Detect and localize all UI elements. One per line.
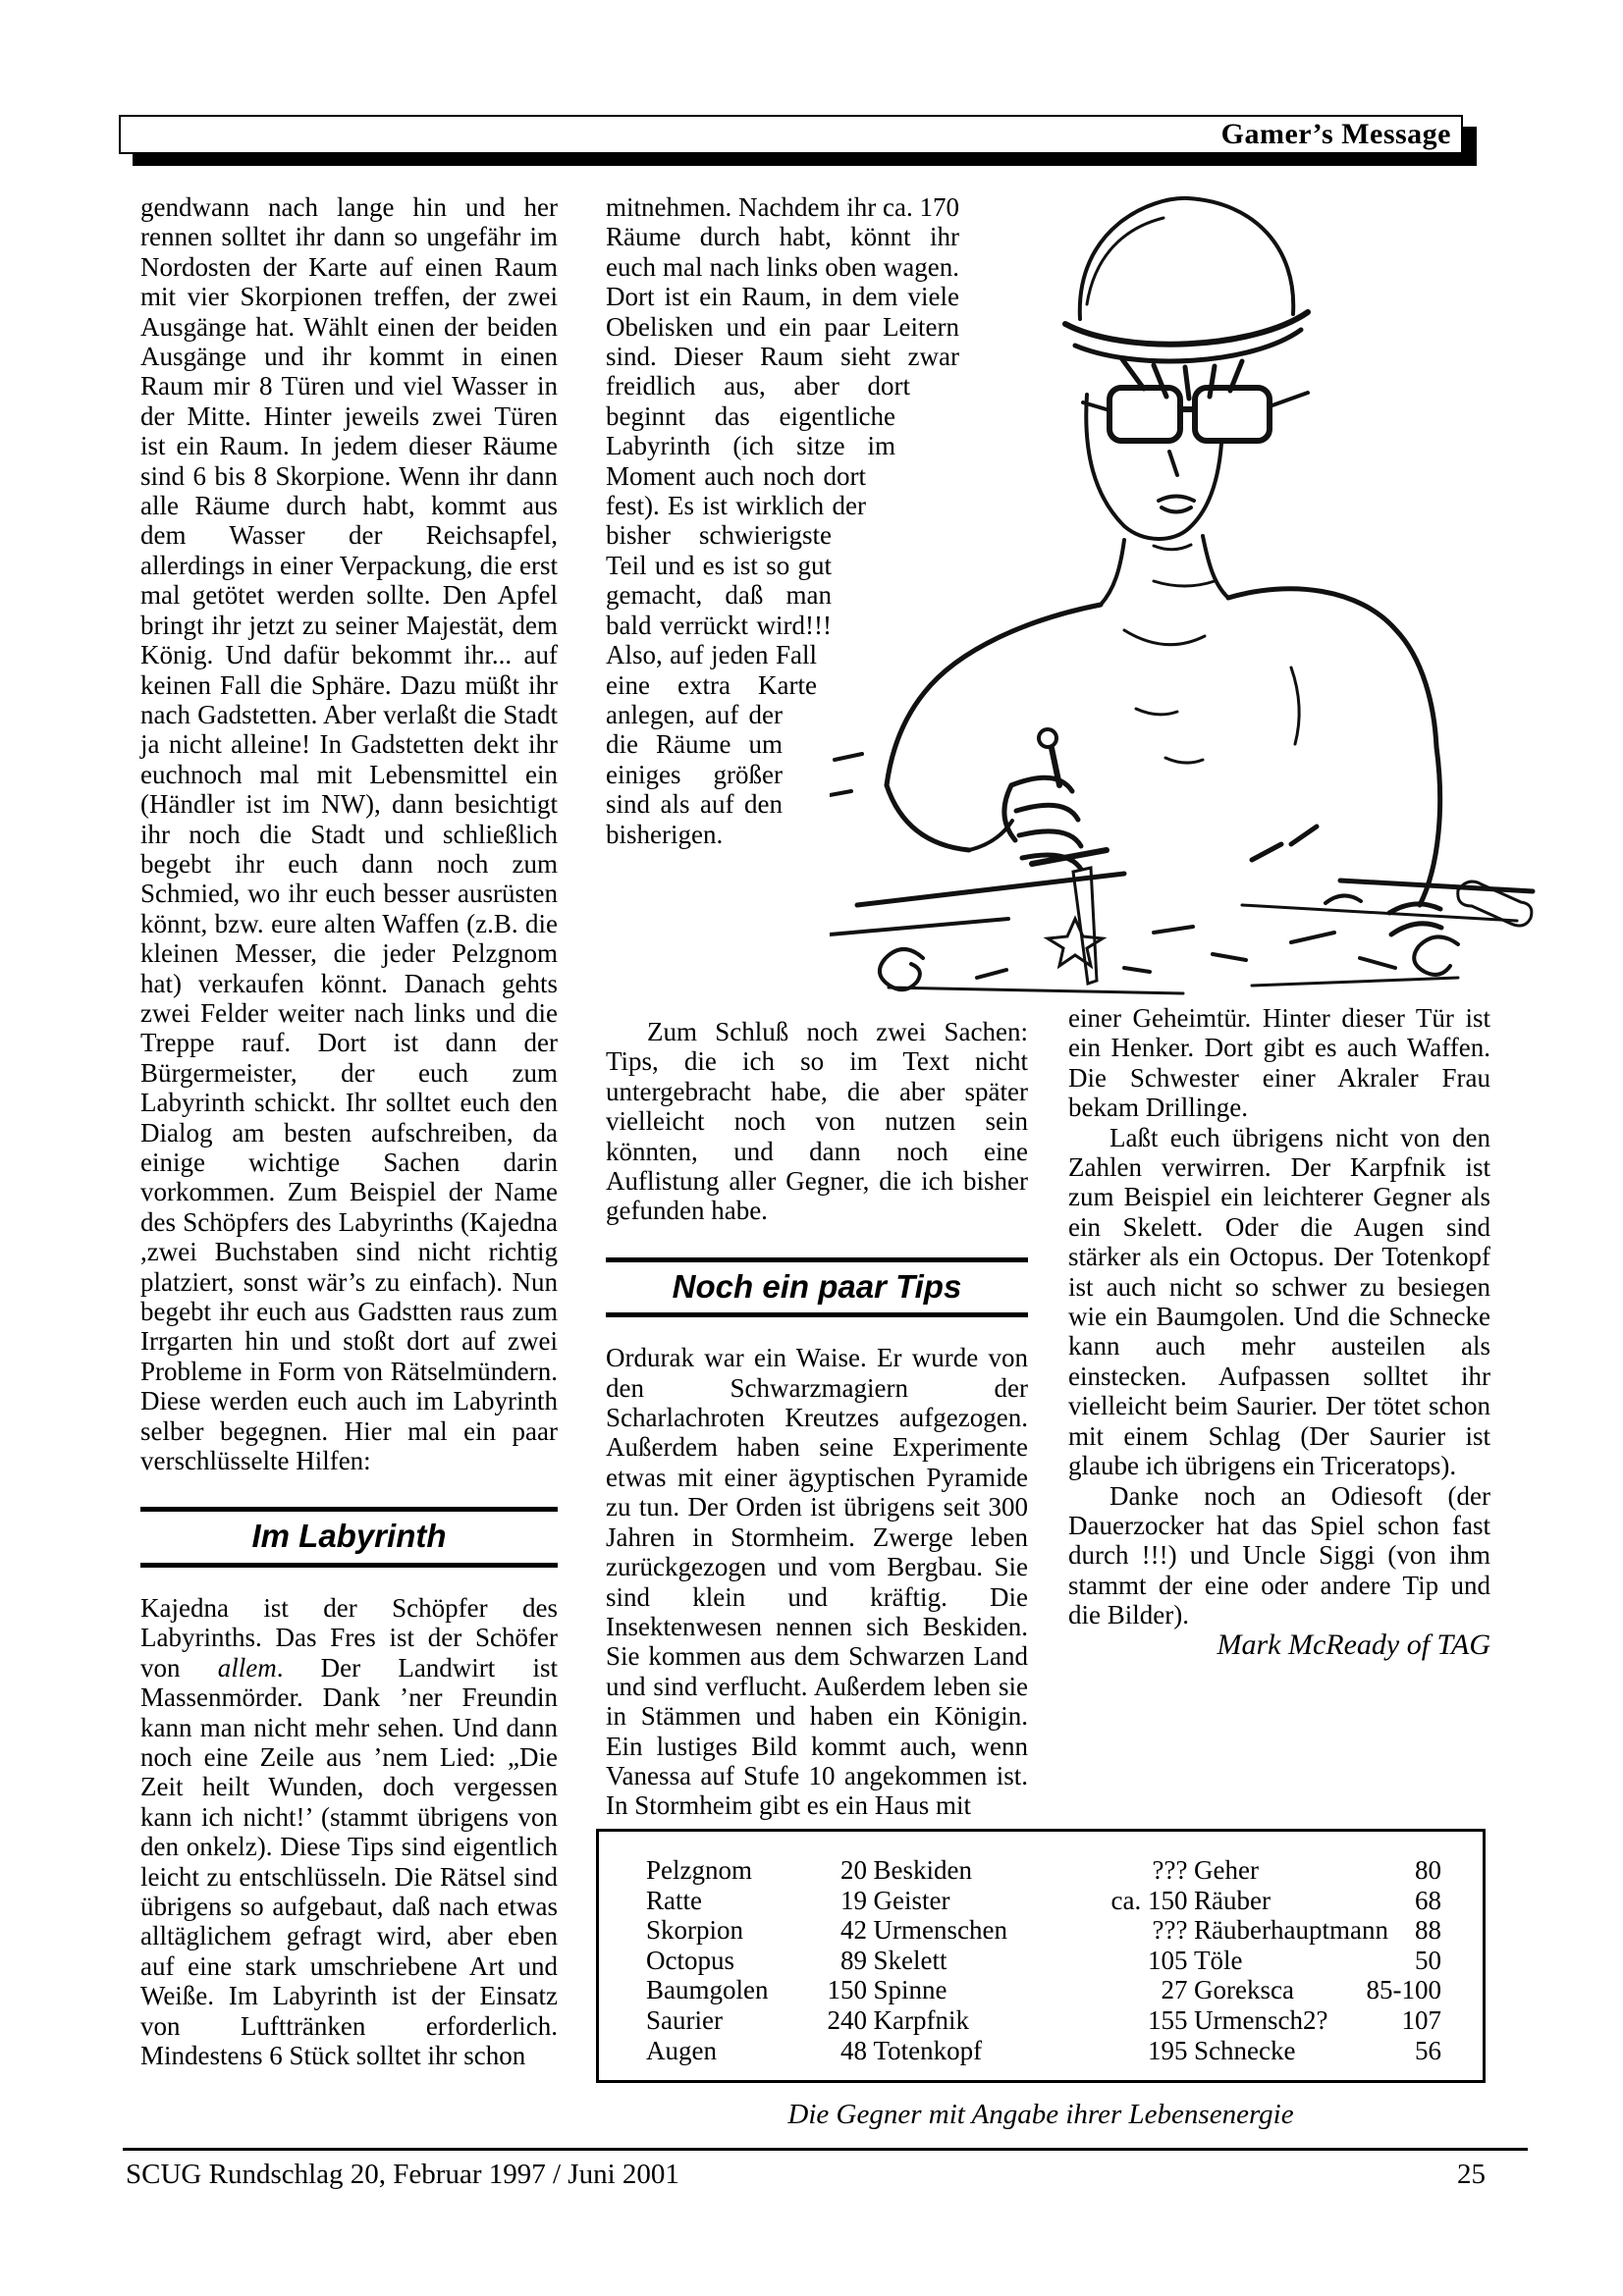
table-row bbox=[874, 2005, 1188, 2036]
enemy-value: 68 bbox=[1415, 1885, 1441, 1915]
enemy-name: Beskiden bbox=[873, 1855, 972, 1885]
wrap-spacer bbox=[959, 192, 1028, 400]
enemy-name: Totenkopf bbox=[873, 2035, 983, 2065]
enemy-name: Urmensch2? bbox=[1194, 2004, 1328, 2035]
enemy-name: Schnecke bbox=[1194, 2035, 1296, 2065]
enemy-value: 155 bbox=[1148, 2004, 1188, 2035]
enemy-name: Geher bbox=[1194, 1855, 1259, 1885]
section-heading-tips: Noch ein paar Tips bbox=[672, 1267, 962, 1305]
wrap-spacer bbox=[910, 400, 1028, 430]
enemy-value: ??? bbox=[1152, 1855, 1188, 1885]
footer-divider bbox=[123, 2148, 1528, 2151]
wrap-spacer bbox=[817, 668, 1028, 728]
enemy-value: 105 bbox=[1148, 1945, 1188, 1975]
wrap-spacer bbox=[866, 490, 1028, 550]
table-row bbox=[1194, 1975, 1441, 2005]
paragraph-danke: Danke noch an Odiesoft (der Dauerzocker hat das Spiel schon fast durch !!!) und Uncle Siggi (von ihm stammt der eine oder andere Tip und die Bilder). bbox=[1068, 1480, 1490, 1630]
table-row bbox=[646, 1946, 867, 1976]
paragraph-zahlen: Laßt euch übrigens nicht von den Zahlen verwirren. Der Karpfnik ist zum Beispiel ein leichterer Gegner als ein Skelett. Oder die Augen sind stärker als ein Octopus. Der Totenkopf ist auch nicht so schwer zu besiegen wie ein Baumgolen. Und die Schnecke kann auch mehr austeilen als einstecken. Aufpassen solltet ihr vielleicht beim Saurier. Der tötet schon mit einem Schlag (Der Saurier ist glaube ich übrigens ein Triceratops). bbox=[1068, 1122, 1490, 1481]
table-row bbox=[1194, 1946, 1441, 1976]
paragraph-labyrinth-hints bbox=[140, 1593, 558, 2071]
enemy-value: 240 bbox=[827, 2004, 867, 2035]
divider bbox=[606, 1312, 1028, 1317]
footer-page-number: 25 bbox=[1457, 2159, 1486, 2190]
enemy-value: 20 bbox=[840, 1855, 867, 1885]
enemy-name: Pelzgnom bbox=[646, 1855, 752, 1885]
table-row bbox=[1194, 2005, 1441, 2036]
table-row bbox=[874, 1946, 1188, 1976]
enemy-value: 80 bbox=[1415, 1855, 1441, 1885]
enemy-value: ca. 150 bbox=[1110, 1885, 1188, 1915]
page-header-title: Gamer’s Message bbox=[1220, 118, 1451, 150]
enemy-value: 88 bbox=[1415, 1915, 1441, 1946]
wrap-spacer bbox=[832, 550, 1028, 668]
enemy-name: Augen bbox=[646, 2035, 717, 2065]
page-header bbox=[119, 115, 1463, 154]
enemy-name: Skelett bbox=[873, 1945, 947, 1975]
enemy-name: Geister bbox=[873, 1885, 950, 1915]
column-1 bbox=[140, 192, 558, 2070]
wrap-spacer bbox=[783, 728, 1028, 1003]
table-row bbox=[1194, 1915, 1441, 1946]
section-heading-im-labyrinth: Im Labyrinth bbox=[251, 1518, 447, 1555]
enemy-name: Saurier bbox=[646, 2004, 723, 2035]
paragraph-maze-start: mitnehmen. Nachdem ihr ca. 170 Räume durch habt, könnt ihr euch mal nach links oben wagen. Dort ist ein Raum, in dem viele Obelisken und ein paar Leitern sind. Dieser Raum sieht zwar freidlich aus, aber dort beginnt das eigentliche Labyrinth (ich sitze im Moment auch noch dort fest). Es ist wirklich der bisher schwierigste Teil und es ist so gut gemacht, daß man bald verrückt wird!!! Also, auf jeden Fall eine extra Karte anlegen, auf der die Räume um einiges größer sind als auf den bisherigen. bbox=[606, 192, 959, 849]
enemy-table bbox=[596, 1829, 1486, 2083]
table-row bbox=[646, 1975, 867, 2005]
emphasized-word: allem bbox=[217, 1652, 277, 1682]
enemy-value: 19 bbox=[840, 1885, 867, 1915]
enemy-value: 107 bbox=[1401, 2004, 1441, 2035]
section-im-labyrinth bbox=[140, 1507, 558, 1567]
paragraph-text: . Der Landwirt ist Massenmörder. Dank ’ner Freundin kann man nicht mehr sehen. Und dann noch eine Zeile aus ’nem Lied: „Die Zeit heilt Wunden, doch vergessen kann ich nicht!’ (stammt übrigens von den onkelz). Diese Tips sind eigentlich leicht zu entschlüsseln. Die Rätsel sind übrigens so aufgebaut, daß nach etwas alltäglichem gefragt wird, aber eben auf eine stark umschriebene Art und Weiße. Im Labyrinth ist der Einsatz von Lufttränken erforderlich. Mindestens 6 Stück solltet ihr schon bbox=[140, 1652, 559, 2070]
enemy-value: 56 bbox=[1415, 2035, 1441, 2065]
paragraph-ordurak: Ordurak war ein Waise. Er wurde von den Schwarzmagiern der Scharlachroten Kreutzes aufgezogen. Außerdem haben seine Experimente etwas mit einer ägyptischen Pyramide zu tun. Der Orden ist übrigens seit 300 Jahren in Stormheim. Zwerge leben zurückgezogen und vom Bergbau. Sie sind klein und kräftig. Die Insektenwesen nennen sich Beskiden. Sie kommen aus dem Schwarzen Land und sind verflucht. Außerdem leben sie in Stämmen und haben ein Königin. Ein lustiges Bild kommt auch, wenn Vanessa auf Stufe 10 angekommen ist. In Stormheim gibt es ein Haus mit bbox=[606, 1343, 1028, 1821]
table-row bbox=[1194, 1886, 1441, 1916]
table-row bbox=[646, 1886, 867, 1916]
enemy-value: 89 bbox=[840, 1945, 867, 1975]
enemy-table-column bbox=[874, 1855, 1188, 2080]
paragraph-geheimtuer: einer Geheimtür. Hinter dieser Tür ist ein Henker. Dort gibt es auch Waffen. Die Schwester einer Akraler Frau bekam Drillinge. bbox=[1068, 1003, 1490, 1123]
enemy-name: Karpfnik bbox=[873, 2004, 969, 2035]
table-row bbox=[874, 1975, 1188, 2005]
enemy-value: 48 bbox=[840, 2035, 867, 2065]
table-row bbox=[646, 2036, 867, 2066]
column-3 bbox=[1068, 1003, 1490, 1660]
table-row bbox=[874, 1915, 1188, 1946]
enemy-value: ??? bbox=[1152, 1915, 1188, 1946]
table-row bbox=[1194, 2036, 1441, 2066]
enemy-name: Urmenschen bbox=[873, 1915, 1007, 1946]
table-row bbox=[874, 1855, 1188, 1886]
enemy-value: 85-100 bbox=[1366, 1975, 1441, 2005]
enemy-value: 195 bbox=[1148, 2035, 1188, 2065]
table-row bbox=[646, 2005, 867, 2036]
table-row bbox=[646, 1855, 867, 1886]
paragraph-text: Kajedna ist der Schöpfer des Labyrinths. Das Fres ist der Schöfer von bbox=[140, 1592, 558, 1682]
enemy-name: Octopus bbox=[646, 1945, 734, 1975]
enemy-name: Ratte bbox=[646, 1885, 702, 1915]
enemy-name: Spinne bbox=[873, 1975, 947, 2005]
paragraph-walkthrough: gendwann nach lange hin und her rennen solltet ihr dann so ungefähr im Nordosten der Karte auf einen Raum mit vier Skorpionen treffen, der zwei Ausgänge hat. Wählt einen der beiden Ausgänge und ihr kommt in einen Raum mir 8 Türen und viel Wasser in der Mitte. Hinter jeweils zwei Türen ist ein Raum. In jedem dieser Räume sind 6 bis 8 Skorpione. Wenn ihr dann alle Räume durch habt, kommt aus dem Wasser der Reichsapfel, allerdings in einer Verpackung, die erst mal getötet werden sollte. Den Apfel bringt ihr jetzt zu seiner Majestät, dem König. Und dafür bekommt ihr... auf keinen Fall die Sphäre. Dazu müßt ihr nach Gadstetten. Aber verlaßt die Stadt ja nicht alleine! In Gadstetten dekt ihr euchnoch mal mit Lebensmittel ein (Händler ist im NW), dann besichtigt ihr noch die Stadt und schließlich begebt ihr euch dann noch zum Schmied, wo ihr euch besser ausrüsten könnt, bzw. eure alten Waffen (z.B. die kleinen Messer, die jeder Pelzgnom hat) verkaufen könnt. Danach gehts zwei Felder weiter nach links und die Treppe rauf. Dort ist dann der Bürgermeister, der euch zum Labyrinth schickt. Ihr solltet euch den Dialog am besten aufschreiben, da einige wichtige Sachen darin vorkommen. Zum Beispiel der Name des Schöpfers des Labyrinths (Kajedna ,zwei Buchstaben sind nicht richtig platziert, sonst wär’s zu einfach). Nun begebt ihr euch aus Gadstten raus zum Irrgarten hin und stoßt dort auf zwei Probleme in Form von Rätselmündern. Diese werden euch auch im Labyrinth selber begegnen. Hier mal ein paar verschlüsselte Hilfen: bbox=[140, 192, 558, 1476]
table-caption: Die Gegner mit Angabe ihrer Lebensenergie bbox=[787, 2099, 1294, 2130]
paragraph-zum-schluss: Zum Schluß noch zwei Sachen: Tips, die ich so im Text nicht untergebracht habe, die aber später vielleicht noch von nutzen sein könnten, und dann noch eine Auflistung aller Gegner, die ich bisher gefunden habe. bbox=[606, 1017, 1028, 1226]
table-row bbox=[874, 1886, 1188, 1916]
enemy-table-column bbox=[646, 1855, 867, 2080]
enemy-name: Skorpion bbox=[646, 1915, 744, 1946]
divider bbox=[140, 1563, 558, 1568]
footer-issue-info: SCUG Rundschlag 20, Februar 1997 / Juni 2001 bbox=[126, 2159, 679, 2190]
enemy-table-column bbox=[1194, 1855, 1441, 2080]
enemy-value: 150 bbox=[827, 1975, 867, 2005]
table-row bbox=[1194, 1855, 1441, 1886]
enemy-name: Räuber bbox=[1194, 1885, 1271, 1915]
wrap-spacer bbox=[895, 430, 1028, 490]
section-noch-ein-paar-tips bbox=[606, 1257, 1028, 1317]
column-2 bbox=[606, 192, 1028, 1821]
table-row bbox=[874, 2036, 1188, 2066]
author-signature: Mark McReady of TAG bbox=[1217, 1628, 1490, 1661]
enemy-name: Baumgolen bbox=[646, 1975, 769, 2005]
table-row bbox=[646, 1915, 867, 1946]
enemy-name: Goreksca bbox=[1194, 1975, 1294, 2005]
enemy-value: 42 bbox=[840, 1915, 867, 1946]
enemy-name: Räuberhauptmann bbox=[1194, 1915, 1388, 1946]
enemy-value: 50 bbox=[1415, 1945, 1441, 1975]
enemy-name: Töle bbox=[1194, 1945, 1243, 1975]
enemy-value: 27 bbox=[1161, 1975, 1188, 2005]
